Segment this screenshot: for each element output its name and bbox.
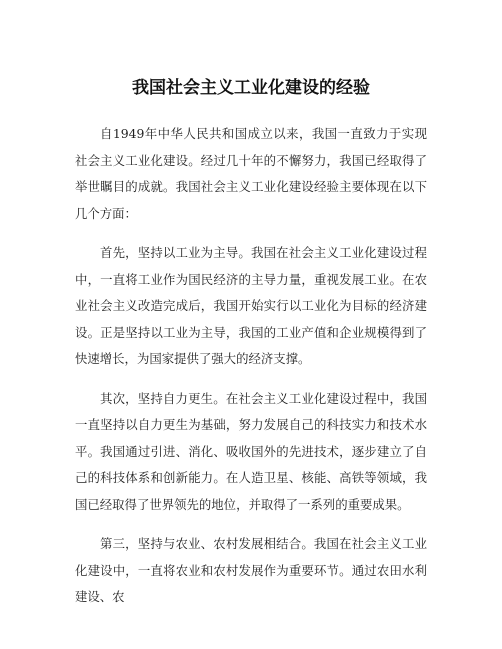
paragraph-third: 第三，坚持与农业、农村发展相结合。我国在社会主义工业化建设中，一直将农业和农村发展作为重要环节。通过农田水利建设、农: [75, 536, 427, 604]
paragraph-first: 首先，坚持以工业为主导。我国在社会主义工业化建设过程中，一直将工业作为国民经济的主导力量，重视发展工业。在农业社会主义改造完成后，我国开始实行以工业化为目标的经济建设。正是坚持以工业为主导，我国的工业产值和企业规模得到了快速增长，为国家提供了强大的经济支撑。: [75, 245, 427, 366]
paragraph-intro: 自1949年中华人民共和国成立以来，我国一直致力于实现社会主义工业化建设。经过几十年的不懈努力，我国已经取得了举世瞩目的成就。我国社会主义工业化建设经验主要体现在以下几个方面：: [75, 126, 427, 221]
document-body: [75, 121, 427, 624]
paragraph-second: 其次，坚持自力更生。在社会主义工业化建设过程中，我国一直坚持以自力更生为基础，努力发展自己的科技实力和技术水平。我国通过引进、消化、吸收国外的先进技术，逐步建立了自己的科技体系和创新能力。在人造卫星、核能、高铁等领域，我国已经取得了世界领先的地位，并取得了一系列的重要成果。: [75, 390, 427, 512]
document-title: 我国社会主义工业化建设的经验: [132, 78, 370, 98]
